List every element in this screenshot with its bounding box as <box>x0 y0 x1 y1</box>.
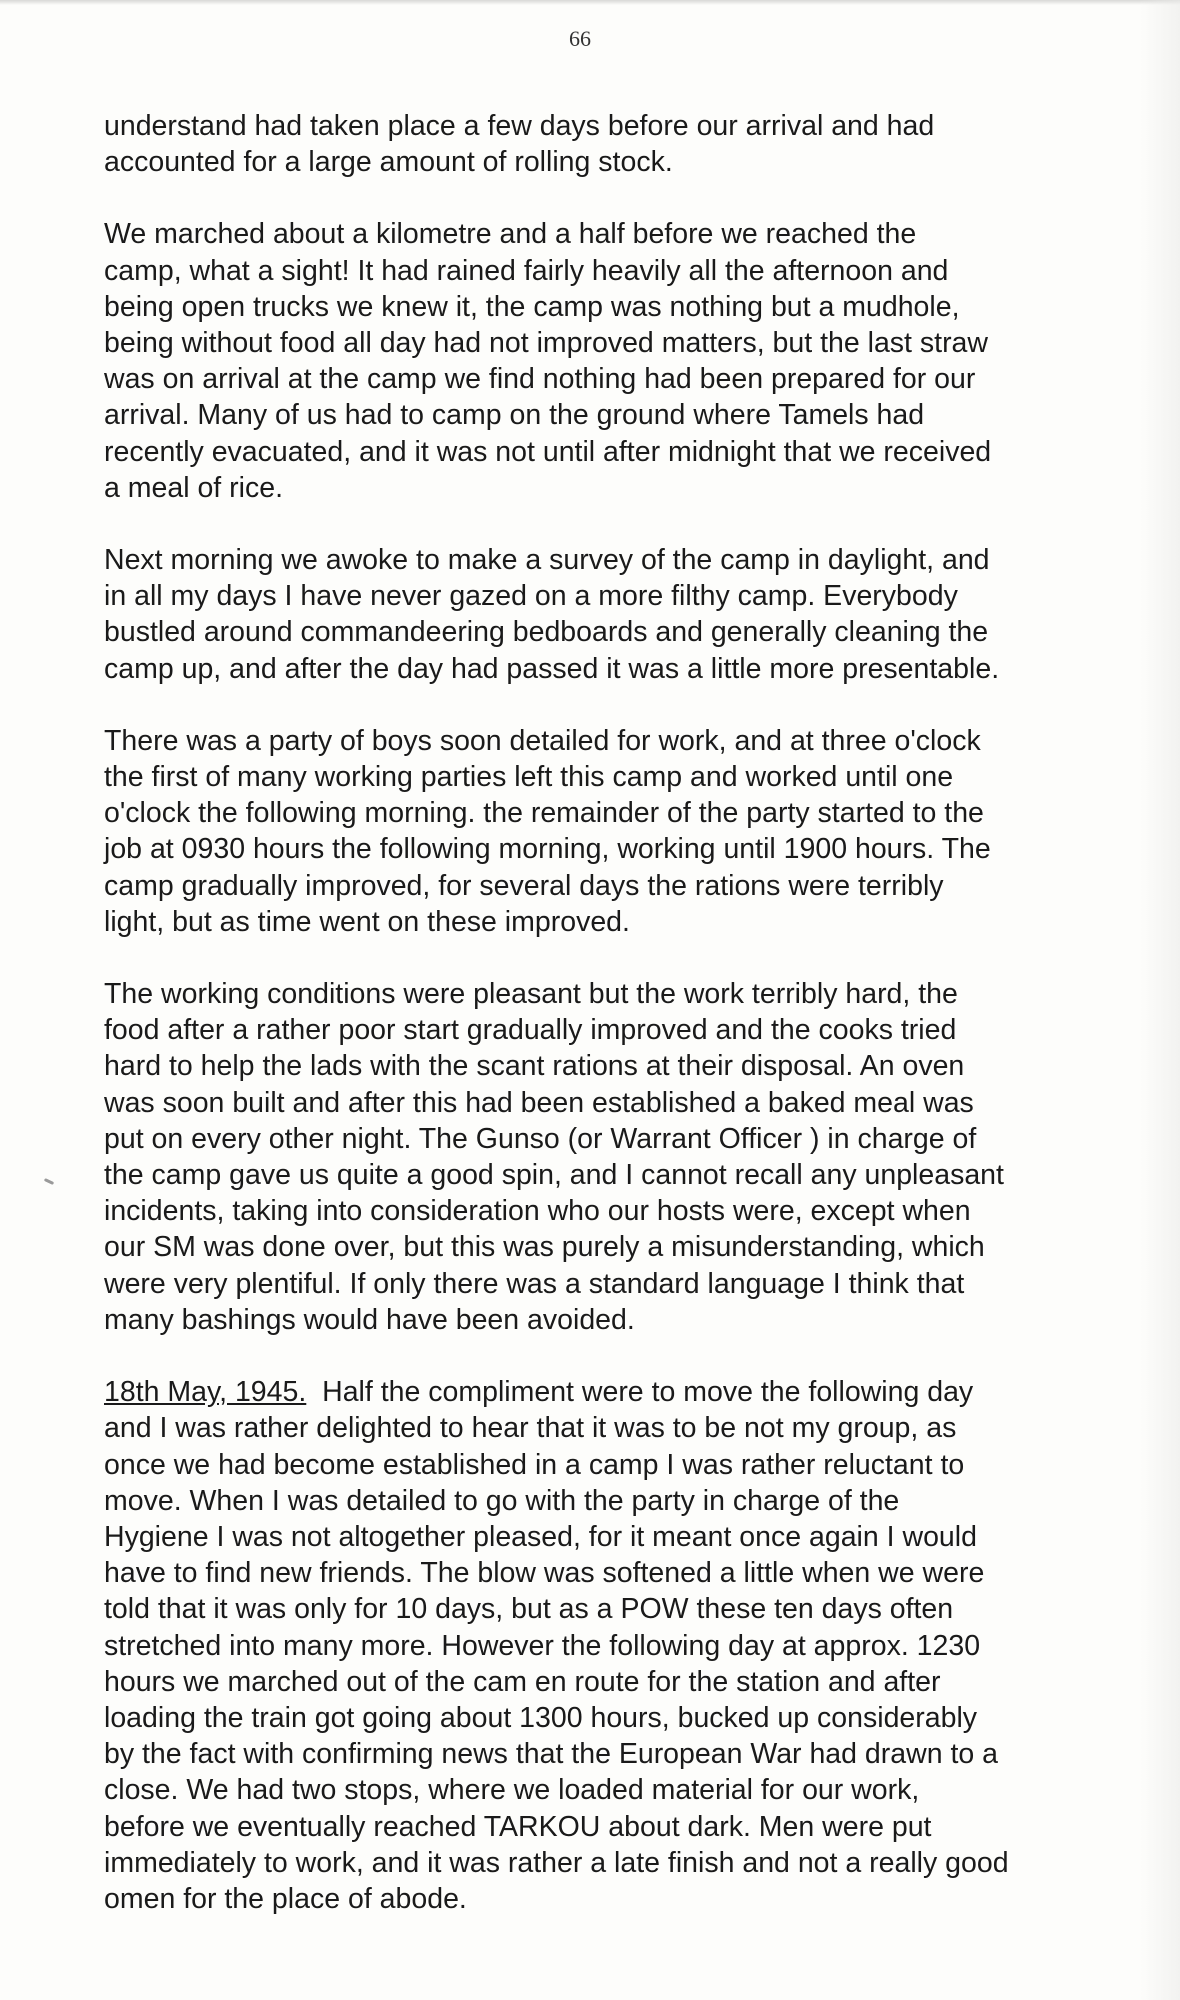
paragraph-working-conditions <box>104 976 1124 1338</box>
text-line: being open trucks we knew it, the camp was nothing but a mudhole, <box>104 290 960 323</box>
heading-line-rest: Half the compliment were to move the following day <box>306 1376 974 1409</box>
text-line: put on every other night. The Gunso (or Warrant Officer ) in charge of <box>104 1122 977 1155</box>
text-line: food after a rather poor start gradually improved and the cooks tried <box>104 1014 957 1047</box>
paragraph-next-morning <box>104 542 1124 687</box>
text-line: recently evacuated, and it was not until after midnight that we received <box>104 435 992 468</box>
paragraph-working-parties <box>104 723 1124 940</box>
text-line: many bashings would have been avoided. <box>104 1303 635 1336</box>
page-top-edge-shadow <box>0 0 1180 5</box>
text-line: immediately to work, and it was rather a late finish and not a really good <box>104 1846 1009 1879</box>
text-line <box>104 1374 1124 1410</box>
page-right-edge-shadow <box>1140 0 1180 2000</box>
text-line: camp, what a sight! It had rained fairly heavily all the afternoon and <box>104 254 949 287</box>
text-line: understand had taken place a few days before our arrival and had <box>104 110 935 142</box>
text-line: We marched about a kilometre and a half before we reached the <box>104 218 917 251</box>
text-line: being without food all day had not improved matters, but the last straw <box>104 327 988 360</box>
text-line: stretched into many more. However the following day at approx. 1230 <box>104 1629 981 1662</box>
document-body <box>104 108 1124 1953</box>
text-line: close. We had two stops, where we loaded material for our work, <box>104 1774 920 1807</box>
text-line: loading the train got going about 1300 hours, bucked up considerably <box>104 1701 978 1734</box>
text-line: in all my days I have never gazed on a more filthy camp. Everybody <box>104 580 958 613</box>
text-line: was on arrival at the camp we find nothing had been prepared for our <box>104 363 976 396</box>
text-line: told that it was only for 10 days, but as a POW these ten days often <box>104 1593 954 1626</box>
paragraph-rolling-stock <box>104 108 1124 180</box>
text-line: Next morning we awoke to make a survey of the camp in daylight, and <box>104 544 990 577</box>
text-line: by the fact with confirming news that the European War had drawn to a <box>104 1738 999 1771</box>
text-line: move. When I was detailed to go with the party in charge of the <box>104 1484 900 1517</box>
text-line: incidents, taking into consideration who our hosts were, except when <box>104 1195 971 1228</box>
text-line: was soon built and after this had been established a baked meal was <box>104 1086 974 1119</box>
date-heading: 18th May, 1945. <box>104 1376 307 1409</box>
text-line: The working conditions were pleasant but the work terribly hard, the <box>104 978 958 1011</box>
text-line: our SM was done over, but this was purely a misunderstanding, which <box>104 1231 985 1264</box>
text-line: the camp gave us quite a good spin, and I cannot recall any unpleasant <box>104 1159 1004 1192</box>
text-line: have to find new friends. The blow was softened a little when we were <box>104 1557 985 1590</box>
text-line: There was a party of boys soon detailed for work, and at three o'clock <box>104 724 981 757</box>
text-line: hard to help the lads with the scant rations at their disposal. An oven <box>104 1050 965 1083</box>
text-line: bustled around commandeering bedboards and generally cleaning the <box>104 616 989 649</box>
text-line: accounted for a large amount of rolling stock. <box>104 146 673 179</box>
text-line: camp up, and after the day had passed it was a little more presentable. <box>104 652 1000 685</box>
text-line: a meal of rice. <box>104 471 283 504</box>
text-line: the first of many working parties left this camp and worked until one <box>104 761 954 794</box>
text-line: and I was rather delighted to hear that it was to be not my group, as <box>104 1412 957 1445</box>
text-line: arrival. Many of us had to camp on the ground where Tamels had <box>104 399 925 432</box>
text-line: before we eventually reached TARKOU about dark. Men were put <box>104 1810 932 1843</box>
text-line: camp gradually improved, for several days the rations were terribly <box>104 869 944 902</box>
text-line: once we had become established in a camp I was rather reluctant to <box>104 1448 965 1481</box>
text-line: light, but as time went on these improved. <box>104 905 630 938</box>
text-line: hours we marched out of the cam en route for the station and after <box>104 1665 941 1698</box>
text-line: Hygiene I was not altogether pleased, for it meant once again I would <box>104 1520 977 1553</box>
text-line: o'clock the following morning. the remainder of the party started to the <box>104 797 984 830</box>
paragraph-arrival-camp <box>104 216 1124 506</box>
text-line: were very plentiful. If only there was a standard language I think that <box>104 1267 965 1300</box>
page-number: 66 <box>569 26 591 51</box>
margin-pencil-mark <box>44 1178 54 1185</box>
text-line: omen for the place of abode. <box>104 1882 467 1915</box>
text-line: job at 0930 hours the following morning, working until 1900 hours. The <box>104 833 991 866</box>
paragraph-18th-may <box>104 1374 1124 1917</box>
